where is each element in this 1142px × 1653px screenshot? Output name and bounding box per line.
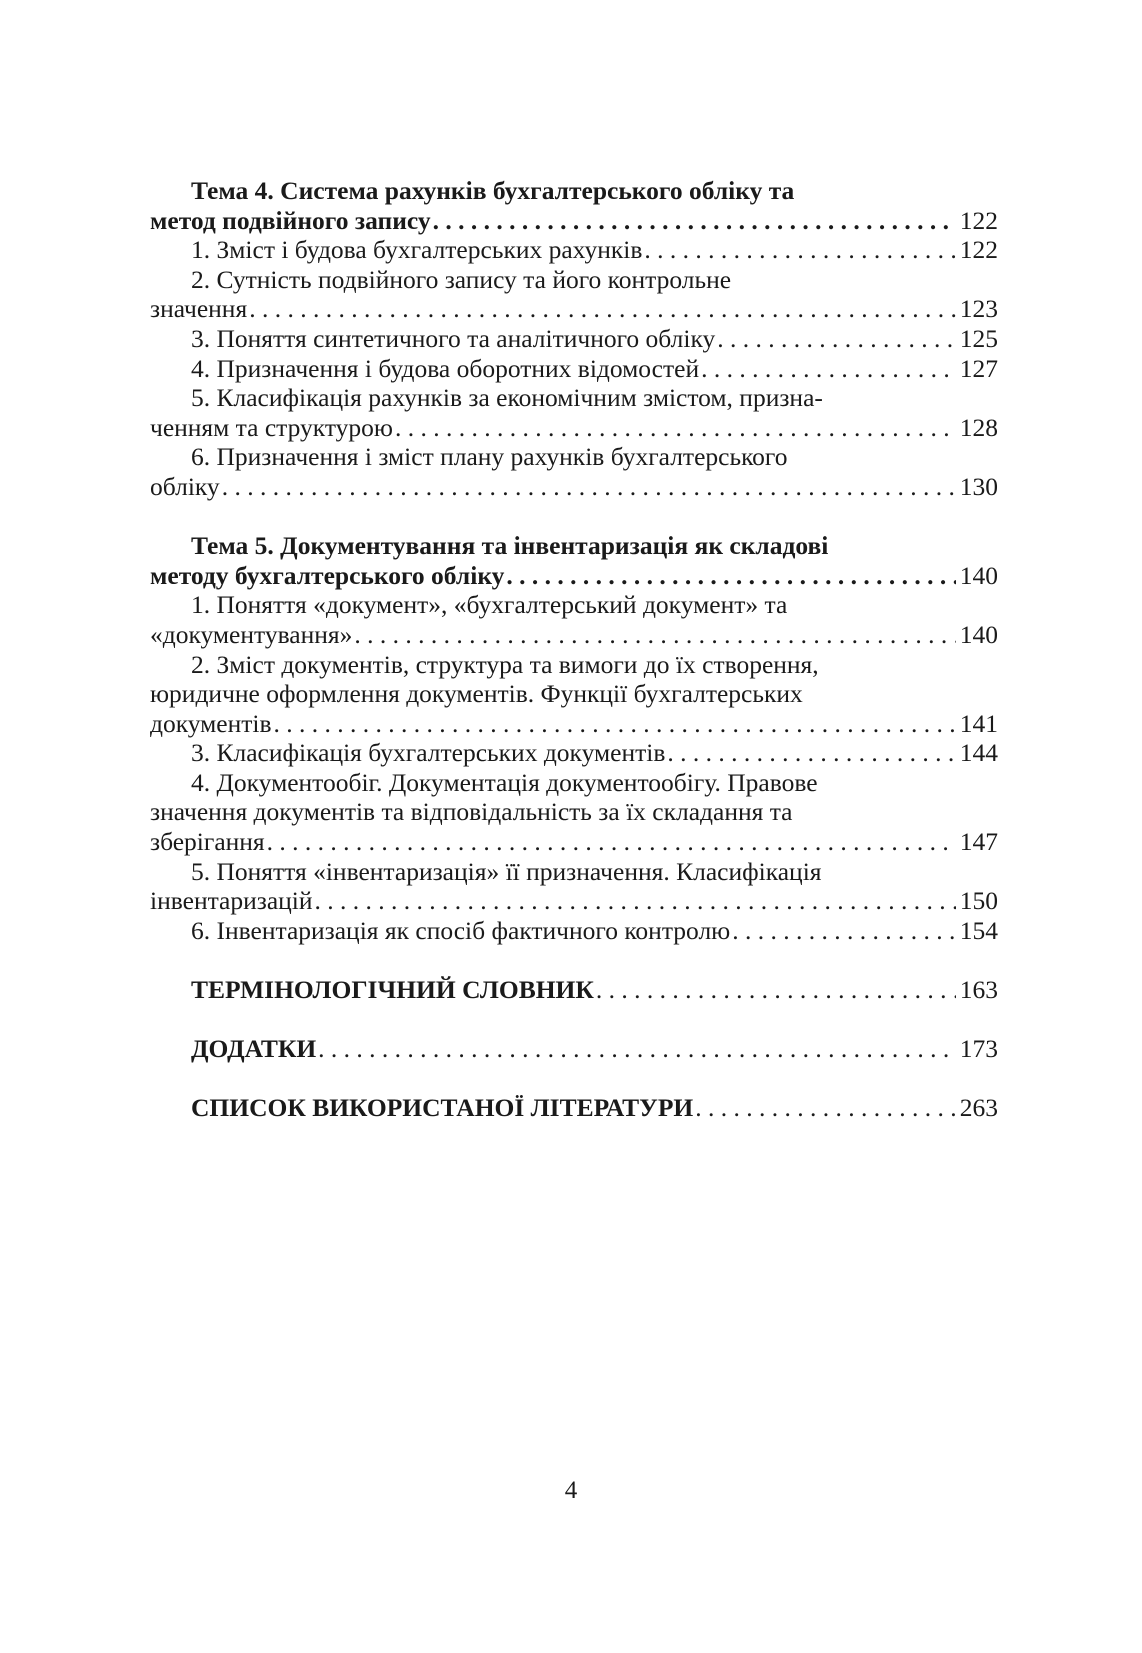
toc-heading-text: методу бухгалтерського обліку <box>150 560 505 590</box>
toc-section-topic5 <box>150 531 998 945</box>
dot-leader <box>717 324 956 354</box>
toc-section-appendices <box>150 1034 998 1064</box>
toc-item-text: документів <box>150 708 272 738</box>
toc-item-text: значення документів та відповідальність за їх складання та <box>150 797 793 827</box>
toc-item <box>150 768 998 857</box>
toc-entry <box>150 1093 998 1123</box>
toc-entry <box>150 975 998 1005</box>
toc-entry-text: СПИСОК ВИКОРИСТАНОЇ ЛІТЕРАТУРИ <box>191 1093 694 1123</box>
toc-page-number: 130 <box>959 471 998 501</box>
toc-page-number: 140 <box>959 619 998 649</box>
toc-item-text: значення <box>150 294 248 324</box>
toc-page-number: 140 <box>959 560 998 590</box>
toc-entry-text: ДОДАТКИ <box>191 1034 317 1064</box>
toc-page-number: 122 <box>959 205 998 235</box>
toc-item-text: 5. Поняття «інвентаризація» її призначення. Класифікація <box>191 856 822 886</box>
dot-leader <box>644 235 956 265</box>
toc-page-number: 123 <box>959 294 998 324</box>
toc-page-number: 127 <box>959 353 998 383</box>
toc-entry-text: ТЕРМІНОЛОГІЧНИЙ СЛОВНИК <box>191 975 594 1005</box>
toc-item <box>150 590 998 649</box>
dot-leader <box>667 738 956 768</box>
toc-section-glossary <box>150 975 998 1005</box>
dot-leader <box>695 1093 956 1123</box>
toc-item-text: юридичне оформлення документів. Функції бухгалтерських <box>150 679 803 709</box>
toc-item <box>150 442 998 501</box>
toc-item <box>150 857 998 916</box>
toc-item-entry <box>150 709 998 739</box>
toc-item-entry <box>150 324 998 354</box>
dot-leader <box>701 354 956 384</box>
toc-page-number: 154 <box>959 915 998 945</box>
toc-heading-entry <box>150 206 998 236</box>
toc-item-text: 3. Класифікація бухгалтерських документів <box>191 738 666 768</box>
toc-item-entry <box>150 413 998 443</box>
toc-item-text: 3. Поняття синтетичного та аналітичного обліку <box>191 323 716 353</box>
table-of-contents <box>150 176 998 1153</box>
page-number: 4 <box>564 1477 578 1504</box>
toc-heading: Тема 4. Система рахунків бухгалтерського обліку та <box>191 176 795 205</box>
dot-leader <box>267 827 956 857</box>
toc-item-text: 1. Зміст і будова бухгалтерських рахунків <box>191 235 643 265</box>
toc-heading: Тема 5. Документування та інвентаризація як складові <box>191 531 829 561</box>
toc-section-topic4 <box>150 176 998 502</box>
dot-leader <box>395 413 956 443</box>
toc-item-text: 1. Поняття «документ», «бухгалтерський документ» та <box>191 590 788 620</box>
toc-page-number: 173 <box>959 1034 998 1064</box>
toc-item-text: обліку <box>150 471 220 501</box>
toc-item <box>150 383 998 442</box>
toc-page-number: 163 <box>959 975 998 1005</box>
toc-item-text: 2. Сутність подвійного запису та його контрольне <box>191 264 732 294</box>
dot-leader <box>354 620 956 650</box>
toc-item-text: ченням та структурою <box>150 412 393 442</box>
toc-page-number: 128 <box>959 412 998 442</box>
dot-leader <box>433 206 956 236</box>
toc-item-entry <box>150 827 998 857</box>
dot-leader <box>249 294 956 324</box>
toc-page-number: 144 <box>959 738 998 768</box>
toc-heading-text: метод подвійного запису <box>150 205 431 235</box>
dot-leader <box>274 709 956 739</box>
dot-leader <box>222 472 956 502</box>
toc-heading-entry <box>150 561 998 591</box>
toc-section-references <box>150 1093 998 1123</box>
toc-item-text: 4. Призначення і будова оборотних відомостей <box>191 353 700 383</box>
toc-item <box>150 354 998 384</box>
toc-item-text: 6. Призначення і зміст плану рахунків бухгалтерського <box>191 442 788 472</box>
toc-page-number: 125 <box>959 323 998 353</box>
toc-item-list <box>150 235 998 501</box>
dot-leader <box>596 975 956 1005</box>
toc-item <box>150 235 998 265</box>
toc-item-text: зберігання <box>150 827 265 857</box>
toc-item <box>150 650 998 739</box>
toc-item-text: інвентаризацій <box>150 886 313 916</box>
toc-item-entry <box>150 886 998 916</box>
toc-item-entry <box>150 620 998 650</box>
toc-page-number: 122 <box>959 235 998 265</box>
toc-item-entry <box>150 738 998 768</box>
toc-item <box>150 324 998 354</box>
toc-item-text: 5. Класифікація рахунків за економічним змістом, призна- <box>191 383 823 413</box>
toc-page-number: 147 <box>959 827 998 857</box>
toc-item-text: «документування» <box>150 619 353 649</box>
toc-item <box>150 916 998 946</box>
toc-entry <box>150 1034 998 1064</box>
toc-item <box>150 265 998 324</box>
dot-leader <box>506 561 956 591</box>
toc-item-entry <box>150 294 998 324</box>
toc-item-entry <box>150 472 998 502</box>
toc-item-text: 2. Зміст документів, структура та вимоги до їх створення, <box>191 649 819 679</box>
dot-leader <box>318 1034 956 1064</box>
toc-page-number: 150 <box>959 886 998 916</box>
toc-item-entry <box>150 916 998 946</box>
toc-item-entry <box>150 235 998 265</box>
toc-item-text: 6. Інвентаризація як спосіб фактичного контролю <box>191 915 731 945</box>
toc-page-number: 263 <box>959 1093 998 1123</box>
toc-item-entry <box>150 354 998 384</box>
toc-item <box>150 738 998 768</box>
toc-page-number: 141 <box>959 708 998 738</box>
dot-leader <box>315 886 956 916</box>
dot-leader <box>732 916 956 946</box>
toc-item-list <box>150 590 998 945</box>
toc-item-text: 4. Документообіг. Документація документообігу. Правове <box>191 767 818 797</box>
